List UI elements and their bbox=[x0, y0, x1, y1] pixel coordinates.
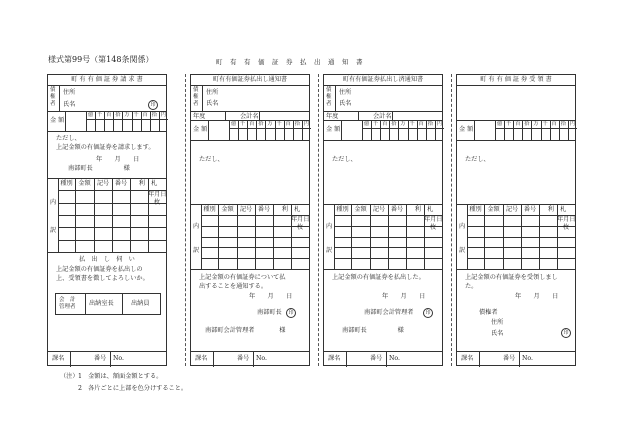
digit-header: 億 bbox=[363, 121, 370, 127]
course-label: 課名 bbox=[52, 355, 65, 362]
digit-header: 円 bbox=[303, 121, 310, 127]
digit-header: 万 bbox=[533, 121, 539, 127]
notice-body-2: 出することを通知する。 bbox=[199, 283, 268, 290]
note-1: 1 金額は、額面金額とする。 bbox=[78, 373, 163, 380]
digit-header: 千 bbox=[409, 121, 415, 127]
course-label: 課名 bbox=[461, 355, 474, 362]
number-value: No. bbox=[389, 355, 400, 362]
side-label-wake: 訳 bbox=[193, 247, 200, 255]
detail-sub-header: 枚 bbox=[153, 199, 161, 207]
digit-header: 億 bbox=[230, 121, 237, 127]
digit-header: 千 bbox=[276, 121, 282, 127]
digit-header: 拾 bbox=[115, 112, 121, 118]
digit-header: 千 bbox=[373, 121, 379, 127]
number-value: No. bbox=[256, 355, 267, 362]
name-label: 氏名 bbox=[206, 100, 219, 107]
detail-sub-header: 枚 bbox=[562, 223, 570, 231]
holder-label: 債権者 bbox=[50, 87, 56, 107]
digit-header: 万 bbox=[267, 121, 273, 127]
digit-header: 百 bbox=[551, 121, 557, 127]
digit-header: 百 bbox=[515, 121, 521, 127]
acct-mgr-name: 南部町会計管理者 bbox=[364, 309, 414, 316]
number-value: No. bbox=[113, 355, 124, 362]
staff-cell: 出納員 bbox=[131, 300, 150, 307]
request-title: 払 出 し 伺 い bbox=[79, 256, 135, 263]
digit-header: 拾 bbox=[151, 112, 157, 118]
digit-header: 千 bbox=[133, 112, 139, 118]
seal-mark: 印 bbox=[286, 308, 296, 318]
slip-request bbox=[47, 74, 167, 366]
side-label-uchi: 内 bbox=[459, 222, 466, 230]
detail-col-header: 利 札 bbox=[547, 206, 567, 213]
detail-col-header: 利 札 bbox=[281, 206, 301, 213]
detail-col-header: 利 札 bbox=[414, 206, 434, 213]
detail-col-header: 金額 bbox=[221, 206, 234, 213]
notice-body-1: 上記金額の有価証券について払 bbox=[199, 274, 286, 281]
mayor-name: 南部町長 bbox=[257, 309, 282, 316]
slip-title: 町 有 有 価 証 券 受 領 書 bbox=[480, 76, 552, 83]
detail-col-header: 記号 bbox=[239, 206, 253, 213]
side-label-uchi: 内 bbox=[50, 199, 57, 207]
digit-header: 万 bbox=[400, 121, 406, 127]
detail-col-header: 種別 bbox=[469, 206, 482, 213]
digit-header: 百 bbox=[142, 112, 148, 118]
detail-col-header: 記号 bbox=[372, 206, 386, 213]
digit-header: 拾 bbox=[294, 121, 300, 127]
slip-notice bbox=[190, 74, 310, 366]
seal-mark: 印 bbox=[148, 100, 158, 110]
perforation-2 bbox=[318, 74, 319, 366]
digit-header: 拾 bbox=[560, 121, 566, 127]
detail-col-header: 種別 bbox=[60, 180, 73, 187]
detail-sub-header: 枚 bbox=[429, 223, 437, 231]
detail-sub-header: 枚 bbox=[296, 223, 304, 231]
amount-label: 金 額 bbox=[50, 117, 65, 124]
digit-header: 百 bbox=[249, 121, 255, 127]
side-label-wake: 訳 bbox=[326, 247, 333, 255]
course-label: 課名 bbox=[328, 355, 341, 362]
side-label-wake: 訳 bbox=[459, 247, 466, 255]
amount-label: 金 額 bbox=[459, 126, 474, 133]
detail-sub-header: 年月日 bbox=[424, 215, 443, 223]
digit-header: 千 bbox=[97, 112, 103, 118]
acct-mgr-cell: 会 計 管理者 bbox=[59, 297, 76, 310]
side-label-uchi: 内 bbox=[326, 222, 333, 230]
date-line: 年 月 日 bbox=[382, 293, 426, 300]
digit-header: 拾 bbox=[391, 121, 397, 127]
digit-header: 百 bbox=[285, 121, 291, 127]
digit-header: 億 bbox=[87, 112, 94, 118]
notes-label: （注） bbox=[60, 373, 79, 380]
detail-table bbox=[324, 204, 442, 269]
slip-done-notice bbox=[323, 74, 443, 366]
digit-header: 円 bbox=[569, 121, 576, 127]
number-label: 番号 bbox=[370, 355, 383, 362]
amount-digits bbox=[86, 111, 168, 131]
detail-col-header: 記号 bbox=[505, 206, 519, 213]
slip-title: 町 有 有 価 証 券 請 求 書 bbox=[71, 76, 143, 83]
address-label: 住所 bbox=[339, 89, 352, 96]
detail-col-header: 金額 bbox=[354, 206, 367, 213]
name-label: 氏名 bbox=[339, 100, 352, 107]
body-tadashi: ただし、 bbox=[56, 135, 81, 142]
request-body-2: 上、受領書を徴してよろしいか。 bbox=[56, 275, 149, 282]
digit-header: 円 bbox=[436, 121, 443, 127]
amount-label: 金 額 bbox=[326, 126, 341, 133]
number-value: No. bbox=[522, 355, 533, 362]
number-label: 番号 bbox=[94, 355, 107, 362]
date-line: 年 月 日 bbox=[515, 293, 559, 300]
digit-header: 千 bbox=[542, 121, 548, 127]
side-label-wake: 訳 bbox=[50, 227, 57, 235]
number-label: 番号 bbox=[503, 355, 516, 362]
amount-label: 金 額 bbox=[193, 126, 208, 133]
mayor-addressee: 南部町長 様 bbox=[342, 327, 404, 334]
seal-mark: 印 bbox=[561, 328, 571, 338]
detail-col-header: 番号 bbox=[257, 206, 271, 213]
detail-sub-header: 年月日 bbox=[291, 215, 310, 223]
date-line: 年 月 日 bbox=[249, 293, 293, 300]
detail-col-header: 記号 bbox=[96, 180, 110, 187]
detail-col-header: 番号 bbox=[114, 180, 128, 187]
slip-title: 町有有価証券払出し通知書 bbox=[212, 76, 288, 83]
account-label: 会計名 bbox=[240, 113, 259, 120]
detail-table bbox=[191, 204, 309, 269]
receipt-body-1: 上記金額の有価証券を受領しまし bbox=[465, 274, 558, 281]
digit-header: 億 bbox=[496, 121, 503, 127]
detail-col-header: 番号 bbox=[523, 206, 537, 213]
holder-label: 債権者 bbox=[479, 309, 498, 316]
digit-header: 拾 bbox=[258, 121, 264, 127]
detail-col-header: 種別 bbox=[336, 206, 349, 213]
receipt-body-2: た。 bbox=[465, 283, 478, 290]
dept-head-cell: 出納室長 bbox=[89, 300, 114, 307]
year-label: 年度 bbox=[326, 113, 339, 120]
notice-title: 町 有 有 価 証 券 払 出 通 知 書 bbox=[216, 58, 363, 66]
slip-receipt bbox=[456, 74, 576, 366]
digit-header: 拾 bbox=[427, 121, 433, 127]
address-label: 住所 bbox=[63, 89, 76, 96]
detail-col-header: 利 札 bbox=[138, 180, 158, 187]
body-tadashi: ただし、 bbox=[199, 156, 224, 163]
number-label: 番号 bbox=[237, 355, 250, 362]
detail-table bbox=[457, 204, 575, 269]
digit-header: 円 bbox=[160, 112, 167, 118]
done-body: 上記金額の有価証券を払出した。 bbox=[332, 274, 425, 281]
digit-header: 千 bbox=[506, 121, 512, 127]
body-tadashi: ただし、 bbox=[332, 156, 357, 163]
date-line: 年 月 日 bbox=[96, 156, 140, 163]
perforation-3 bbox=[451, 74, 452, 366]
address-label: 住所 bbox=[491, 319, 504, 326]
holder-label: 債権者 bbox=[193, 87, 199, 107]
address-label: 住所 bbox=[206, 89, 219, 96]
body-tadashi: ただし、 bbox=[465, 156, 490, 163]
course-label: 課名 bbox=[195, 355, 208, 362]
digit-header: 千 bbox=[240, 121, 246, 127]
note-2: 2 各片ごとに上部を色分けすること。 bbox=[78, 385, 188, 392]
acct-mgr-addressee: 南部町会計管理者 様 bbox=[205, 327, 286, 334]
request-body-1: 上記金額の有価証券を払出しの bbox=[56, 266, 143, 273]
digit-header: 万 bbox=[124, 112, 130, 118]
addressee: 南部町長 様 bbox=[68, 165, 130, 172]
seal-mark: 印 bbox=[423, 308, 433, 318]
name-label: 氏名 bbox=[63, 101, 76, 108]
digit-header: 拾 bbox=[524, 121, 530, 127]
slip-title: 町有有価証券払出し済通知書 bbox=[342, 76, 424, 83]
year-label: 年度 bbox=[193, 113, 206, 120]
perforation-1 bbox=[185, 74, 186, 366]
detail-table bbox=[48, 178, 166, 252]
detail-sub-header: 年月日 bbox=[148, 191, 167, 199]
amount-digits bbox=[229, 120, 311, 140]
account-label: 会計名 bbox=[373, 113, 392, 120]
detail-col-header: 番号 bbox=[390, 206, 404, 213]
digit-header: 百 bbox=[382, 121, 388, 127]
digit-header: 百 bbox=[106, 112, 112, 118]
approval-box bbox=[55, 293, 161, 315]
detail-col-header: 金額 bbox=[78, 180, 91, 187]
name-label: 氏名 bbox=[491, 330, 504, 337]
detail-col-header: 種別 bbox=[203, 206, 216, 213]
holder-label: 債権者 bbox=[326, 87, 332, 107]
side-label-uchi: 内 bbox=[193, 222, 200, 230]
detail-col-header: 金額 bbox=[487, 206, 500, 213]
digit-header: 百 bbox=[418, 121, 424, 127]
amount-digits bbox=[362, 120, 444, 140]
amount-digits bbox=[495, 120, 577, 140]
detail-sub-header: 年月日 bbox=[557, 215, 576, 223]
form-number: 様式第99号（第148条関係） bbox=[48, 55, 154, 64]
body-request: 上記金額の有価証券を請求します。 bbox=[56, 144, 155, 151]
